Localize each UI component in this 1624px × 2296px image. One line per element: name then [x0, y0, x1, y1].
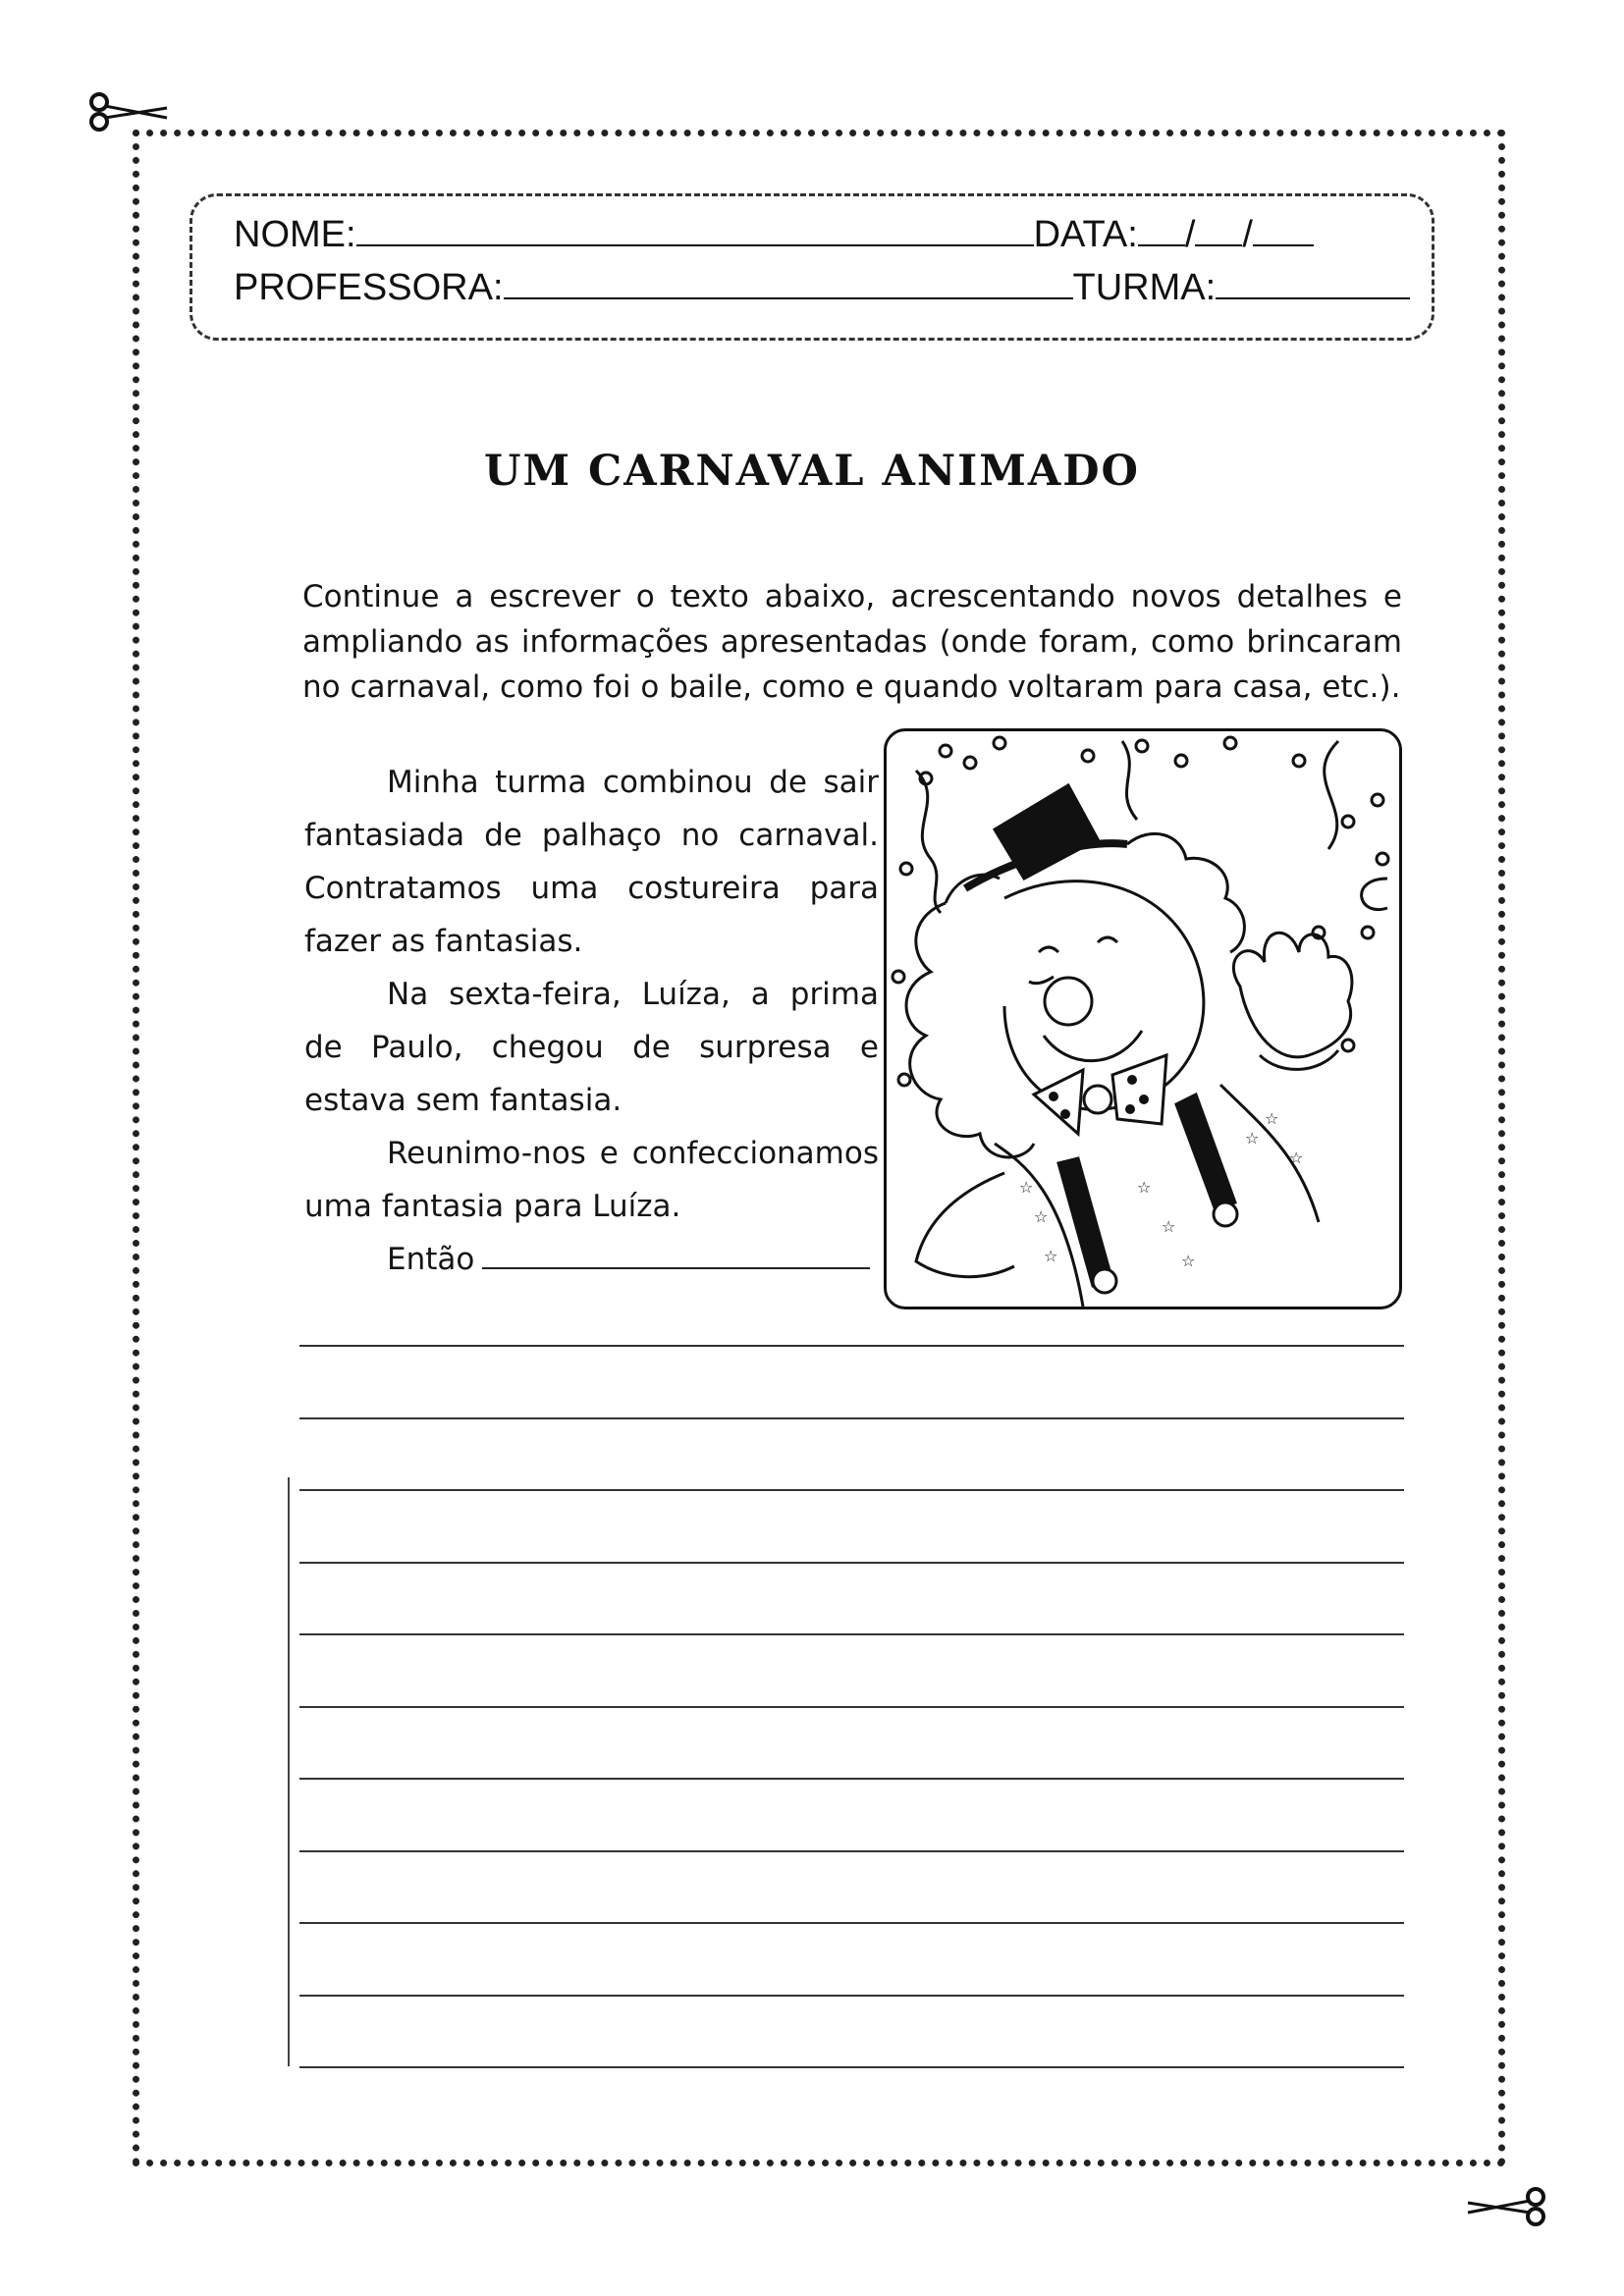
date-day-field[interactable] [1138, 215, 1185, 246]
student-info-box [189, 193, 1435, 341]
page-title: UM CARNAVAL ANIMADO [483, 447, 1140, 496]
date-month-field[interactable] [1195, 215, 1242, 246]
svg-text:☆: ☆ [1181, 1252, 1196, 1270]
name-date-row [234, 214, 1314, 256]
teacher-field[interactable] [504, 268, 1073, 299]
writing-line[interactable] [299, 1417, 1404, 1419]
writing-line[interactable] [299, 1345, 1404, 1347]
writing-line[interactable] [299, 1778, 1404, 1780]
margin-rule [288, 1477, 290, 2066]
continuation-field[interactable] [482, 1240, 870, 1269]
svg-text:☆: ☆ [1265, 1109, 1279, 1128]
story-paragraph: Na sexta-feira, Luíza, a prima de Paulo, chegou de surpresa e estava sem fantasia. [304, 977, 879, 1118]
story-continuation-row [304, 1233, 879, 1286]
clown-illustration [884, 728, 1402, 1309]
writing-line[interactable] [299, 1995, 1404, 1997]
svg-text:☆: ☆ [1019, 1178, 1034, 1197]
svg-text:☆: ☆ [1044, 1247, 1058, 1265]
story-paragraph: Minha turma combinou de sair fantasiada de palhaço no carnaval. Contratamos uma costureira para fazer as fantasias. [304, 765, 879, 959]
writing-line[interactable] [299, 2066, 1404, 2068]
writing-line[interactable] [299, 1489, 1404, 1491]
class-label: TURMA: [1072, 267, 1217, 308]
svg-text:☆: ☆ [1245, 1129, 1260, 1148]
date-separator: / [1242, 214, 1253, 255]
name-label: NOME: [234, 214, 356, 255]
date-label: DATA: [1033, 214, 1138, 255]
writing-line[interactable] [299, 1562, 1404, 1564]
scissors-icon [1463, 2181, 1551, 2230]
svg-text:☆: ☆ [1137, 1178, 1152, 1197]
date-separator: / [1184, 214, 1196, 255]
story-text [304, 756, 879, 1286]
svg-text:☆: ☆ [1162, 1217, 1176, 1236]
writing-line[interactable] [299, 1633, 1404, 1635]
instructions-text: Continue a escrever o texto abaixo, acrescentando novos detalhes e ampliando as informações apresentadas (onde foram, como brincaram no carnaval, como foi o baile, como e quando voltaram para casa, etc.). [302, 579, 1402, 705]
name-field[interactable] [356, 215, 1034, 246]
teacher-label: PROFESSORA: [234, 267, 504, 308]
class-field[interactable] [1216, 268, 1410, 299]
writing-line[interactable] [299, 1706, 1404, 1708]
scissors-icon [83, 86, 172, 135]
svg-text:☆: ☆ [1289, 1148, 1304, 1167]
story-paragraph: Reunimo-nos e confeccionamos uma fantasia para Luíza. [304, 1136, 879, 1224]
story-paragraph: Então [387, 1242, 475, 1277]
date-year-field[interactable] [1253, 215, 1314, 246]
clown-icon [887, 731, 1399, 1307]
teacher-class-row [234, 267, 1410, 309]
svg-text:☆: ☆ [1034, 1207, 1049, 1226]
writing-line[interactable] [299, 1850, 1404, 1852]
writing-line[interactable] [299, 1922, 1404, 1924]
